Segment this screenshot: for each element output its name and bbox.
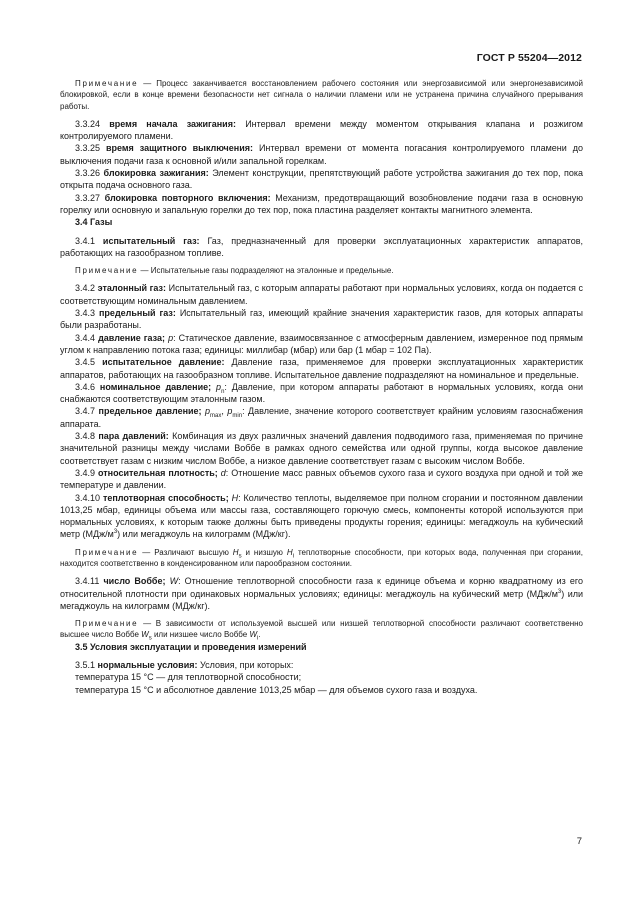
term-3-4-8: 3.4.8 пара давлений: Комбинация из двух различных значений давления подводимого газа, применяемая по причине значительной разницы между числами Воббе в рамках одного семейства или одной группы, когда высокое давление соответствует газам с низким числом Воббе, а низкое давление соответствует газам с высоким числом Воббе. bbox=[60, 431, 583, 466]
term-3-3-24: 3.3.24 время начала зажигания: Интервал времени между моментом открывания клапана и розжигом контролируемого пламени. bbox=[60, 118, 583, 142]
term-3-4-5: 3.4.5 испытательное давление: Давление газа, применяемое для проверки эксплуатационных характеристик аппаратов, работающих на газообразном топливе. Испытательное давление подразделяют на номинальное и предельные. bbox=[60, 357, 583, 380]
term-3-5-1-line-2: температура 15 °С и абсолютное давление 1013,25 мбар — для объемов сухого газа и воздуха. bbox=[75, 684, 478, 695]
document-body bbox=[60, 78, 583, 696]
section-3-4-heading: 3.4 Газы bbox=[75, 217, 113, 228]
term-3-4-1: 3.4.1 испытательный газ: Газ, предназначенный для проверки эксплуатационных характеристик аппаратов, работающих на газообразном топливе. bbox=[60, 235, 583, 258]
note-3-4-10: Примечание — Различают высшую $H_s$ и низшую $H_i$ теплотворные способности, при которых вода, полученная при сгорании, находится соответственно в конденсированном или парообразном состоянии. bbox=[60, 547, 583, 568]
term-3-4-3: 3.4.3 предельный газ: Испытательный газ, имеющий крайние значения характеристик газов, для которых аппараты были разработаны. bbox=[60, 308, 583, 331]
note-3-4-1: Примечание — Испытательные газы подразделяют на эталонные и предельные. bbox=[75, 266, 394, 276]
term-3-4-7: 3.4.7 предельное давление; $p_{max}$, $p_{min}$: Давление, значение которого соответствует крайним условиям газоснабжения аппарата. bbox=[60, 406, 583, 429]
section-3-5-heading: 3.5 Условия эксплуатации и проведения измерений bbox=[75, 641, 307, 652]
term-3-5-1: 3.5.1 нормальные условия: Условия, при которых: bbox=[75, 660, 294, 671]
term-3-3-25: 3.3.25 время защитного выключения: Интервал времени от момента погасания контролируемого пламени до выключения подачи газа к основной и/или запальной горелкам. bbox=[60, 143, 583, 166]
note-3-4-11: Примечание — В зависимости от используемой высшей или низшей теплотворной способности различают соответственно высшее число Воббе $W_s$ или низшее число Воббе $W_i$. bbox=[60, 619, 583, 643]
term-3-4-4: 3.4.4 давление газа; p: Статическое давление, взаимосвязанное с атмосферным давлением, измеренное под прямым углом к направлению потока газа; единицы: миллибар (мбар) или бар (1 мбар = 102 Па). bbox=[60, 332, 583, 355]
standard-header: ГОСТ Р 55204—2012 bbox=[476, 52, 582, 64]
term-3-5-1-line-1: температура 15 °С — для теплотворной способности; bbox=[75, 672, 302, 683]
term-3-3-26: 3.3.26 блокировка зажигания: Элемент конструкции, препятствующий работе устройства зажигания до тех пор, пока открыта подача основного газа. bbox=[60, 168, 583, 191]
term-3-4-2: 3.4.2 эталонный газ: Испытательный газ, с которым аппараты работают при нормальных условиях, когда он подается с соответствующим номинальным давлением. bbox=[60, 283, 583, 306]
page-number: 7 bbox=[576, 836, 582, 847]
term-3-4-10: 3.4.10 теплотворная способность; H: Количество теплоты, выделяемое при полном сгорании и постоянном давлении 1013,25 мбар, единицы объема или массы газа, составляющего горючую смесь, компоненты которой используются при нормальных условиях, к которым также должны быть приведены продукты горения; единицы: мегаджоуль на кубический метр $(МДж/м^3)$ или мегаджоуль на килограмм (МДж/кг). bbox=[60, 492, 583, 540]
term-3-4-9: 3.4.9 относительная плотность; d: Отношение масс равных объемов сухого газа и сухого воздуха при одной и той же температуре и давлении. bbox=[60, 467, 583, 491]
term-3-3-27: 3.3.27 блокировка повторного включения: Механизм, предотвращающий возобновление подачи газа в основную горелку или основную и запальную горелки до тех пор, пока пластина разделяет контакты магнитного элемента. bbox=[60, 192, 583, 215]
term-3-4-11: 3.4.11 число Воббе; W: Отношение теплотворной способности газа к единице объема и корню квадратному из его относительной плотности при одинаковых нормальных условиях; единицы: мегаджоуль на кубический метр $(МДж/м^3)$ или мегаджоуль на килограмм (МДж/кг). bbox=[60, 576, 583, 611]
term-3-4-6: 3.4.6 номинальное давление; $p_n$: Давление, при котором аппараты работают в нормальных условиях, когда они снабжаются соответствующим эталонным газом. bbox=[60, 381, 583, 405]
note-label: Примечание bbox=[75, 79, 139, 88]
note-3-3-23: Примечание — Процесс заканчивается восстановлением рабочего состояния или энергозависимой или энергонезависимой блокировкой, если в конце времени безопасности нет сигнала о наличии пламени или не устранена причина случайного прерывания работы. bbox=[60, 79, 583, 111]
